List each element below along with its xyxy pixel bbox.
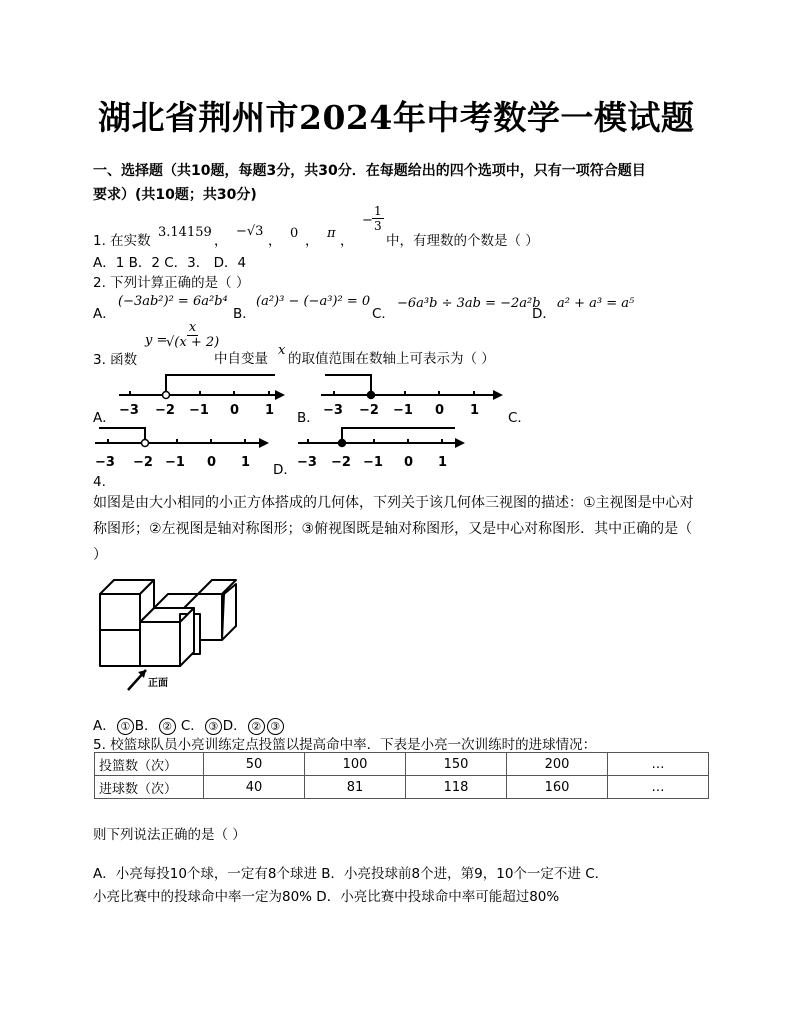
tick-label: −3: [95, 455, 115, 470]
table-cell: 160: [507, 776, 608, 799]
numberline-d: [297, 428, 465, 470]
q5-question: 则下列说法正确的是（ ）: [93, 827, 246, 843]
tick-label: −2: [359, 403, 379, 418]
open-circle-icon: [142, 440, 149, 447]
q3-suffix2: 的取值范围在数轴上可表示为（ ）: [288, 351, 495, 367]
table-cell: 150: [406, 753, 507, 776]
q3-prefix: 3. 函数: [93, 352, 138, 368]
q1-sep-3: ，: [305, 233, 319, 249]
q4-figure-label: 正面: [148, 678, 168, 689]
tick-label: 0: [435, 403, 445, 418]
tick-label: −2: [133, 455, 153, 470]
q1-prefix: 1. 在实数: [93, 233, 151, 249]
q2-option-d: a² + a³ = a⁵: [557, 296, 635, 311]
q3-suffix: 中自变量: [214, 351, 268, 367]
q1-value-neg-third-sign: −: [362, 213, 373, 228]
q1-sep-1: ，: [214, 233, 228, 249]
tick-label: 0: [404, 455, 414, 470]
q1-value-pi-approx: 3.14159: [158, 225, 212, 240]
q1-options: A．1 B．2 C．3． D．4: [93, 255, 247, 271]
page-title: 湖北省荆州市2024年中考数学一模试题: [98, 98, 695, 137]
table-row: [95, 753, 709, 776]
q1-value-pi: π: [327, 226, 336, 241]
table-row: [95, 776, 709, 799]
tick-label: 1: [265, 403, 275, 418]
q1-value-neg-third: $\frac{1}{3}$: [374, 204, 382, 233]
q2-label-d: D．: [532, 306, 556, 322]
tick-label: 0: [230, 403, 240, 418]
q2-label-c: C．: [372, 306, 395, 322]
table-cell: 50: [204, 753, 305, 776]
q2-label-a: A．: [93, 306, 116, 322]
numberline-c: [95, 428, 269, 470]
table-cell: 投篮数（次）: [95, 753, 204, 776]
q5-stem: 5. 校篮球队员小亮训练定点投篮以提高命中率．下表是小亮一次训练时的进球情况：: [93, 737, 597, 753]
tick-label: 1: [438, 455, 448, 470]
tick-label: −2: [155, 403, 175, 418]
q1-sep-2: ，: [268, 233, 282, 249]
tick-label: −3: [119, 403, 139, 418]
q3-variable: x: [278, 343, 286, 358]
section-heading-line2: 要求）(共10题；共30分): [93, 187, 257, 203]
table-cell: 200: [507, 753, 608, 776]
table-cell: 40: [204, 776, 305, 799]
q3-label-a: A．: [93, 410, 116, 426]
q4-number: 4.: [93, 474, 106, 490]
q3-label-c: C．: [508, 410, 531, 426]
tick-label: −1: [363, 455, 383, 470]
q1-value-zero: 0: [290, 226, 299, 241]
q2-option-b: (a²)³ − (−a³)² = 0: [256, 294, 371, 309]
table-cell: 100: [305, 753, 406, 776]
numberline-b: [321, 375, 503, 418]
numberline-a: [119, 375, 285, 418]
tick-label: 1: [241, 455, 251, 470]
q2-option-c: −6a³b ÷ 3ab = −2a²b: [397, 296, 541, 311]
table-cell: …: [608, 753, 709, 776]
q1-value-neg-sqrt3: −√3: [236, 224, 264, 239]
tick-label: −2: [331, 455, 351, 470]
tick-label: 1: [470, 403, 480, 418]
q3-label-b: B．: [297, 410, 320, 426]
q5-options-line1: A．小亮每投10个球，一定有8个球进 B．小亮投球前8个进，第9，10个一定不进 C．: [93, 866, 609, 882]
tick-label: −1: [393, 403, 413, 418]
q2-label-b: B．: [233, 306, 256, 322]
q3-func-fraction: $\frac{x}{√(x + 2)}$: [166, 320, 220, 350]
q5-table: [94, 752, 709, 799]
q3-label-d: D．: [273, 462, 297, 478]
q4-text: 如图是由大小相同的小正方体搭成的几何体，下列关于该几何体三视图的描述：①主视图是中心对称图形；②左视图是轴对称图形；③俯视图既是轴对称图形，又是中心对称图形．其中正确的是（ ）: [93, 495, 694, 563]
q4-options: A． ① B． ② C． ③ D． ② ③: [93, 714, 285, 735]
q3-number-lines: [93, 366, 553, 478]
closed-circle-icon: [368, 392, 375, 399]
q2-option-a: (−3ab²)² = 6a²b⁴: [118, 294, 228, 309]
q4-cube-figure: [94, 574, 244, 694]
q2-stem: 2. 下列计算正确的是（ ）: [93, 275, 250, 291]
q1-suffix: 中，有理数的个数是（ ）: [386, 233, 539, 249]
table-cell: 进球数（次）: [95, 776, 204, 799]
tick-label: −3: [323, 403, 343, 418]
tick-label: −3: [297, 455, 317, 470]
table-cell: …: [608, 776, 709, 799]
tick-label: 0: [207, 455, 217, 470]
tick-label: −1: [165, 455, 185, 470]
table-cell: 81: [305, 776, 406, 799]
table-cell: 118: [406, 776, 507, 799]
q5-options-line2: 小亮比赛中的投球命中率一定为80% D．小亮比赛中投球命中率可能超过80%: [93, 889, 560, 905]
open-circle-icon: [163, 392, 170, 399]
q1-sep-4: ，: [340, 233, 354, 249]
q3-func-lhs: y =: [145, 333, 168, 348]
section-heading-line1: 一、选择题（共10题，每题3分，共30分．在每题给出的四个选项中，只有一项符合题目: [93, 163, 646, 179]
tick-label: −1: [189, 403, 209, 418]
closed-circle-icon: [339, 440, 346, 447]
